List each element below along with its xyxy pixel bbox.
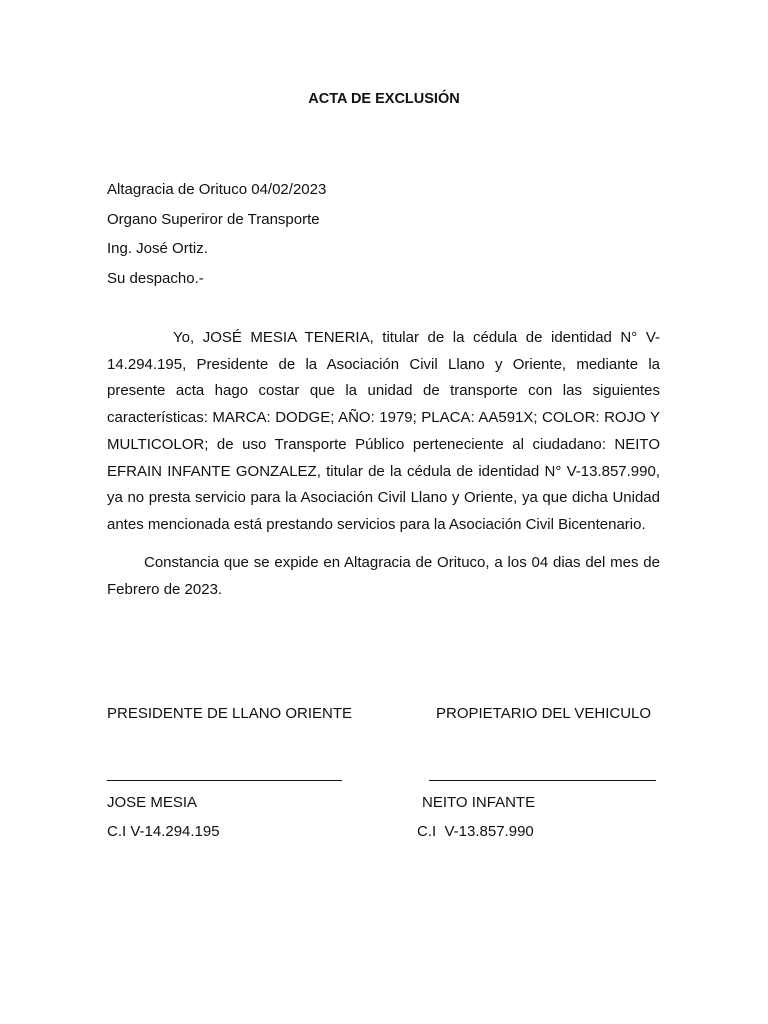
signature-right-line: [429, 780, 656, 781]
place-date: Altagracia de Orituco 04/02/2023: [107, 181, 327, 198]
letter-header: [107, 180, 667, 299]
signature-left-name: JOSE MESIA: [107, 794, 198, 811]
body-paragraph: Yo, JOSÉ MESIA TENERIA, titular de la cédula de identidad N° V-14.294.195, Presidente de la Asociación Civil Llano y Oriente, mediante la presente acta hago costar que la unidad de transporte con las siguientes características: MARCA: DODGE; AÑO: 1979; PLACA: AA591X; COLOR: ROJO Y MULTICOLOR; de uso Transporte Público perteneciente al ciudadano: NEITO EFRAIN INFANTE GONZALEZ, titular de la cédula de identidad N° V-13.857.990, ya no presta servicio para la Asociación Civil Llano y Oriente, ya que dicha Unidad antes mencionada está prestando servicios para la Asociación Civil Bicentenario.: [107, 329, 660, 533]
signature-left-ci: C.I V-14.294.195: [107, 823, 220, 840]
signature-right-ci: C.I V-13.857.990: [417, 823, 534, 840]
signature-right-name: NEITO INFANTE: [422, 794, 536, 811]
signature-left-line: [107, 780, 342, 781]
recipient: Ing. José Ortiz.: [107, 240, 208, 258]
document-title: ACTA DE EXCLUSIÓN: [308, 91, 460, 107]
signature-left-role: PRESIDENTE DE LLANO ORIENTE: [107, 705, 353, 722]
signature-right-role: PROPIETARIO DEL VEHICULO: [436, 705, 652, 722]
closing-salutation: Su despacho.-: [107, 270, 204, 288]
closing-paragraph: Constancia que se expide en Altagracia de Orituco, a los 04 dias del mes de Febrero de 2023.: [107, 554, 660, 598]
organization: Organo Superiror de Transporte: [107, 210, 320, 228]
